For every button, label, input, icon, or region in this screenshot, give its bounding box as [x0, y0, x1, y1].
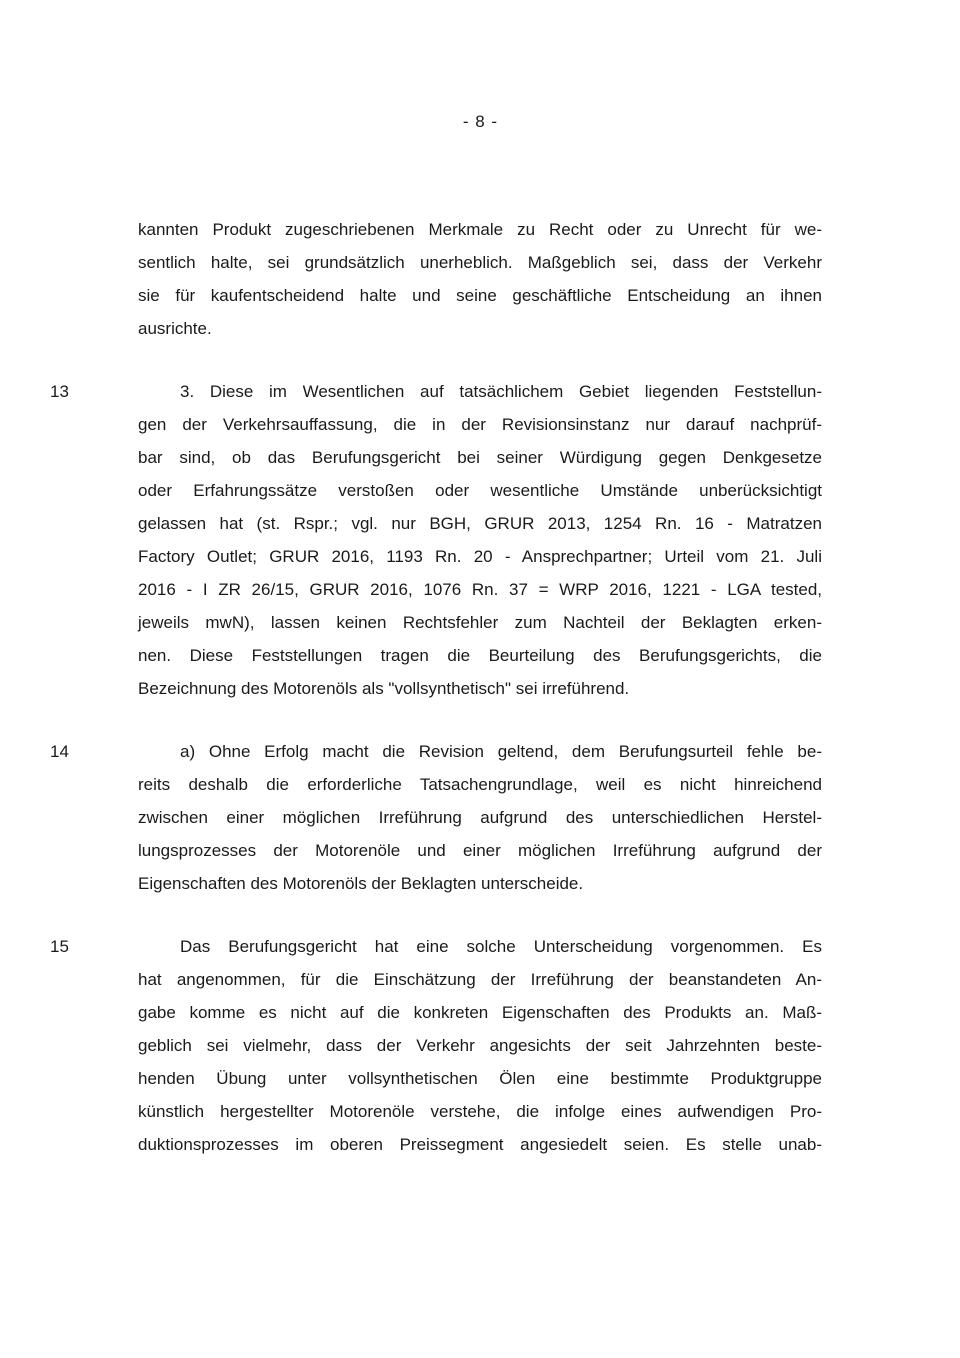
margin-number: 15: [50, 937, 69, 956]
paragraph-13: [50, 375, 822, 705]
text-line: a) Ohne Erfolg macht die Revision geltend, dem Berufungsurteil fehle be-: [180, 742, 822, 761]
text-line: geblich sei vielmehr, dass der Verkehr angesichts der seit Jahrzehnten beste-: [138, 1036, 822, 1055]
text-line: zwischen einer möglichen Irreführung aufgrund des unterschiedlichen Herstel-: [138, 808, 822, 827]
margin-number: 14: [50, 742, 69, 761]
text-line: nen. Diese Feststellungen tragen die Beurteilung des Berufungsgerichts, die: [138, 646, 822, 665]
text-line: gabe komme es nicht auf die konkreten Eigenschaften des Produkts an. Maß-: [138, 1003, 822, 1022]
text-line: künstlich hergestellter Motorenöle verstehe, die infolge eines aufwendigen Pro-: [138, 1102, 822, 1121]
text-line: Factory Outlet; GRUR 2016, 1193 Rn. 20 - Ansprechpartner; Urteil vom 21. Juli: [138, 547, 822, 566]
margin-number: 13: [50, 382, 69, 401]
text-line: kannten Produkt zugeschriebenen Merkmale zu Recht oder zu Unrecht für we-: [138, 220, 822, 239]
text-line: sie für kaufentscheidend halte und seine geschäftliche Entscheidung an ihnen: [138, 286, 822, 305]
text-line: lungsprozesses der Motorenöle und einer möglichen Irreführung aufgrund der: [138, 841, 822, 860]
text-line: Bezeichnung des Motorenöls als "vollsynthetisch" sei irreführend.: [138, 679, 630, 698]
text-line: 3. Diese im Wesentlichen auf tatsächlichem Gebiet liegenden Feststellun-: [180, 382, 822, 401]
text-line: sentlich halte, sei grundsätzlich unerheblich. Maßgeblich sei, dass der Verkehr: [138, 253, 822, 272]
text-line: jeweils mwN), lassen keinen Rechtsfehler zum Nachteil der Beklagten erken-: [138, 613, 822, 632]
text-line: bar sind, ob das Berufungsgericht bei seiner Würdigung gegen Denkgesetze: [138, 448, 822, 467]
text-line: ausrichte.: [138, 319, 212, 338]
text-line: Das Berufungsgericht hat eine solche Unterscheidung vorgenommen. Es: [180, 937, 822, 956]
text-line: gelassen hat (st. Rspr.; vgl. nur BGH, GRUR 2013, 1254 Rn. 16 - Matratzen: [138, 514, 822, 533]
text-line: oder Erfahrungssätze verstoßen oder wesentliche Umstände unberücksichtigt: [138, 481, 822, 500]
text-line: gen der Verkehrsauffassung, die in der Revisionsinstanz nur darauf nachprüf-: [138, 415, 822, 434]
document-body: [50, 213, 822, 1161]
text-line: henden Übung unter vollsynthetischen Ölen eine bestimmte Produktgruppe: [138, 1069, 822, 1088]
paragraph-14: [50, 735, 822, 900]
text-line: hat angenommen, für die Einschätzung der Irreführung der beanstandeten An-: [138, 970, 822, 989]
paragraph-15: [50, 930, 822, 1161]
text-line: reits deshalb die erforderliche Tatsachengrundlage, weil es nicht hinreichend: [138, 775, 822, 794]
text-line: Eigenschaften des Motorenöls der Beklagten unterscheide.: [138, 874, 584, 893]
text-line: duktionsprozesses im oberen Preissegment angesiedelt seien. Es stelle unab-: [138, 1135, 822, 1154]
paragraph-12-continuation: [138, 213, 822, 345]
page-number: - 8 -: [462, 112, 498, 131]
text-line: 2016 - I ZR 26/15, GRUR 2016, 1076 Rn. 37 = WRP 2016, 1221 - LGA tested,: [138, 580, 822, 599]
